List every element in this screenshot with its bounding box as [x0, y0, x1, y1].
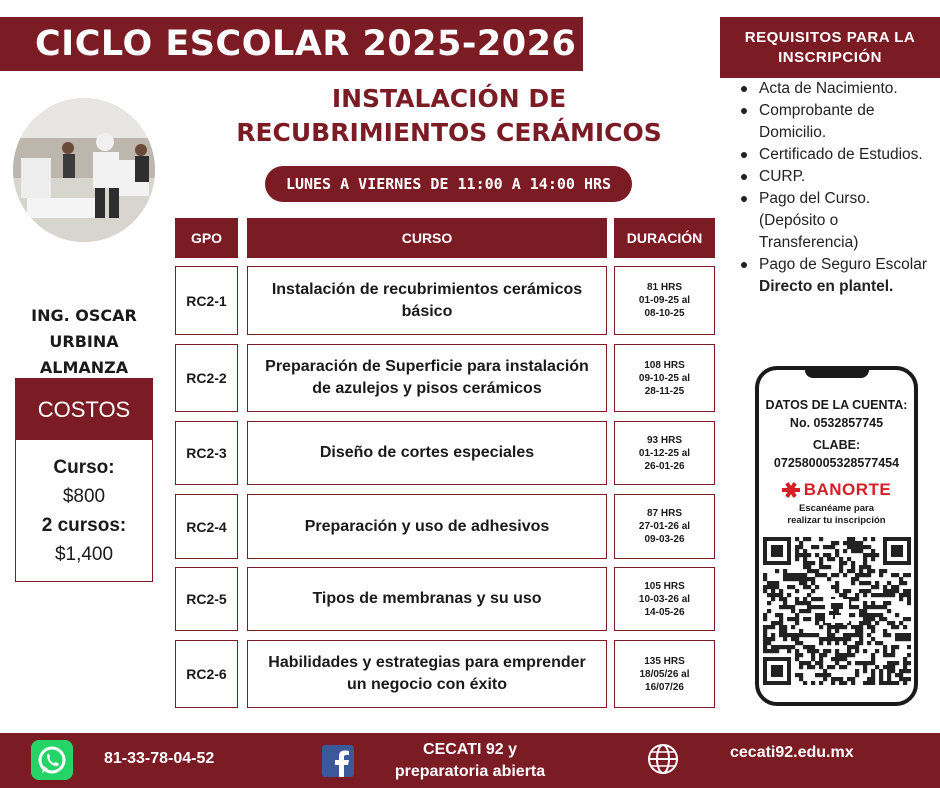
- page-title: CICLO ESCOLAR 2025-2026: [0, 17, 583, 71]
- row-curso: Preparación y uso de adhesivos: [247, 494, 607, 559]
- footer: [0, 733, 940, 788]
- costs-title: COSTOS: [16, 379, 152, 440]
- course-title-line2: RECUBRIMIENTOS CERÁMICOS: [236, 118, 662, 147]
- duration-to: 16/07/26: [645, 681, 684, 693]
- qr-code[interactable]: [763, 537, 911, 685]
- footer-facebook[interactable]: [370, 739, 570, 783]
- requirement-item-text: Pago de Seguro Escolar: [759, 256, 928, 273]
- phone-notch: [805, 369, 869, 378]
- course-title-line1: INSTALACIÓN DE: [331, 84, 567, 113]
- row-duracion: [614, 421, 715, 485]
- scan-line2: realizar tu inscripción: [787, 515, 886, 526]
- requirements-list: [737, 78, 937, 298]
- row-curso: Tipos de membranas y su uso: [247, 567, 607, 631]
- requirement-item: [737, 254, 937, 298]
- row-duracion: [614, 494, 715, 559]
- footer-website[interactable]: cecati92.edu.mx: [730, 744, 854, 761]
- row-duracion: [614, 640, 715, 708]
- row-gpo: RC2-6: [175, 640, 238, 708]
- duration-hours: 135 HRS: [644, 655, 685, 667]
- cost-price-single: $800: [62, 486, 106, 507]
- costs-box: [15, 378, 153, 582]
- account-details: [759, 396, 914, 472]
- instructor-line2: URBINA ALMANZA: [39, 332, 129, 377]
- duration-to: 28-11-25: [644, 385, 685, 397]
- schedule-pill: LUNES A VIERNES DE 11:00 A 14:00 HRS: [265, 166, 632, 202]
- phone-mockup: [755, 366, 918, 706]
- instructor-name: [5, 303, 163, 381]
- row-duracion: [614, 344, 715, 412]
- duration-from: 01-09-25 al: [638, 295, 691, 306]
- duration-hours: 105 HRS: [644, 580, 685, 592]
- instructor-photo: [13, 98, 155, 242]
- facebook-icon[interactable]: [322, 745, 354, 777]
- requirements-title: REQUISITOS PARA LA INSCRIPCIÓN: [720, 17, 940, 78]
- account-title: DATOS DE LA CUENTA:: [765, 398, 908, 412]
- globe-icon[interactable]: [646, 742, 680, 776]
- header-curso: CURSO: [247, 218, 607, 258]
- row-gpo: RC2-5: [175, 567, 238, 631]
- requirement-item: Pago del Curso. (Depósito o Transferencia): [737, 188, 937, 254]
- header-gpo: GPO: [175, 218, 238, 258]
- row-gpo: RC2-3: [175, 421, 238, 485]
- row-gpo: RC2-2: [175, 344, 238, 412]
- duration-from: 27-01-26 al: [638, 521, 691, 532]
- duration-to: 09-03-26: [644, 534, 685, 545]
- clabe-label: CLABE:: [812, 438, 861, 452]
- row-duracion: [614, 567, 715, 631]
- clabe-number: 072580005328577454: [773, 456, 900, 470]
- row-curso: Diseño de cortes especiales: [247, 421, 607, 485]
- duration-from: 18/05/26 al: [639, 668, 690, 680]
- cost-label-double: 2 cursos:: [41, 515, 127, 536]
- requirement-item: CURP.: [737, 166, 937, 188]
- duration-hours: 93 HRS: [646, 434, 682, 446]
- scan-caption: [759, 503, 914, 527]
- footer-phone[interactable]: 81-33-78-04-52: [104, 750, 215, 767]
- requirement-item: Acta de Nacimiento.: [737, 78, 937, 100]
- cost-label-single: Curso:: [53, 457, 115, 478]
- requirement-item: Certificado de Estudios.: [737, 144, 937, 166]
- banorte-logo-icon: [782, 482, 800, 498]
- duration-from: 09-10-25 al: [638, 372, 691, 384]
- duration-hours: 108 HRS: [644, 359, 685, 371]
- account-number: No. 0532857745: [789, 416, 884, 430]
- duration-from: 10-03-26 al: [638, 593, 691, 605]
- duration-to: 26-01-26: [644, 460, 685, 472]
- whatsapp-icon[interactable]: [31, 740, 73, 780]
- requirement-item-bold: Directo en plantel.: [759, 278, 894, 295]
- scan-line1: Escanéame para: [799, 503, 874, 514]
- course-title: [225, 82, 673, 150]
- banorte-logo: [759, 480, 914, 500]
- row-curso: Preparación de Superficie para instalación de azulejos y pisos cerámicos: [247, 344, 607, 412]
- facebook-line1: CECATI 92 y: [423, 741, 517, 758]
- duration-to: 08-10-25: [644, 308, 685, 319]
- row-curso: Habilidades y estrategias para emprender un negocio con éxito: [247, 640, 607, 708]
- row-gpo: RC2-4: [175, 494, 238, 559]
- duration-hours: 81 HRS: [646, 282, 682, 293]
- row-curso: Instalación de recubrimientos cerámicos básico: [247, 266, 607, 335]
- instructor-line1: ING. OSCAR: [31, 306, 137, 325]
- cost-price-double: $1,400: [54, 544, 114, 565]
- requirement-item: Comprobante de Domicilio.: [737, 100, 937, 144]
- duration-to: 14-05-26: [644, 606, 685, 618]
- row-gpo: RC2-1: [175, 266, 238, 335]
- facebook-line2: preparatoria abierta: [394, 763, 546, 780]
- row-duracion: [614, 266, 715, 335]
- bank-name: BANORTE: [803, 480, 892, 499]
- duration-hours: 87 HRS: [646, 508, 682, 519]
- duration-from: 01-12-25 al: [638, 447, 691, 459]
- header-duracion: DURACIÓN: [614, 218, 715, 258]
